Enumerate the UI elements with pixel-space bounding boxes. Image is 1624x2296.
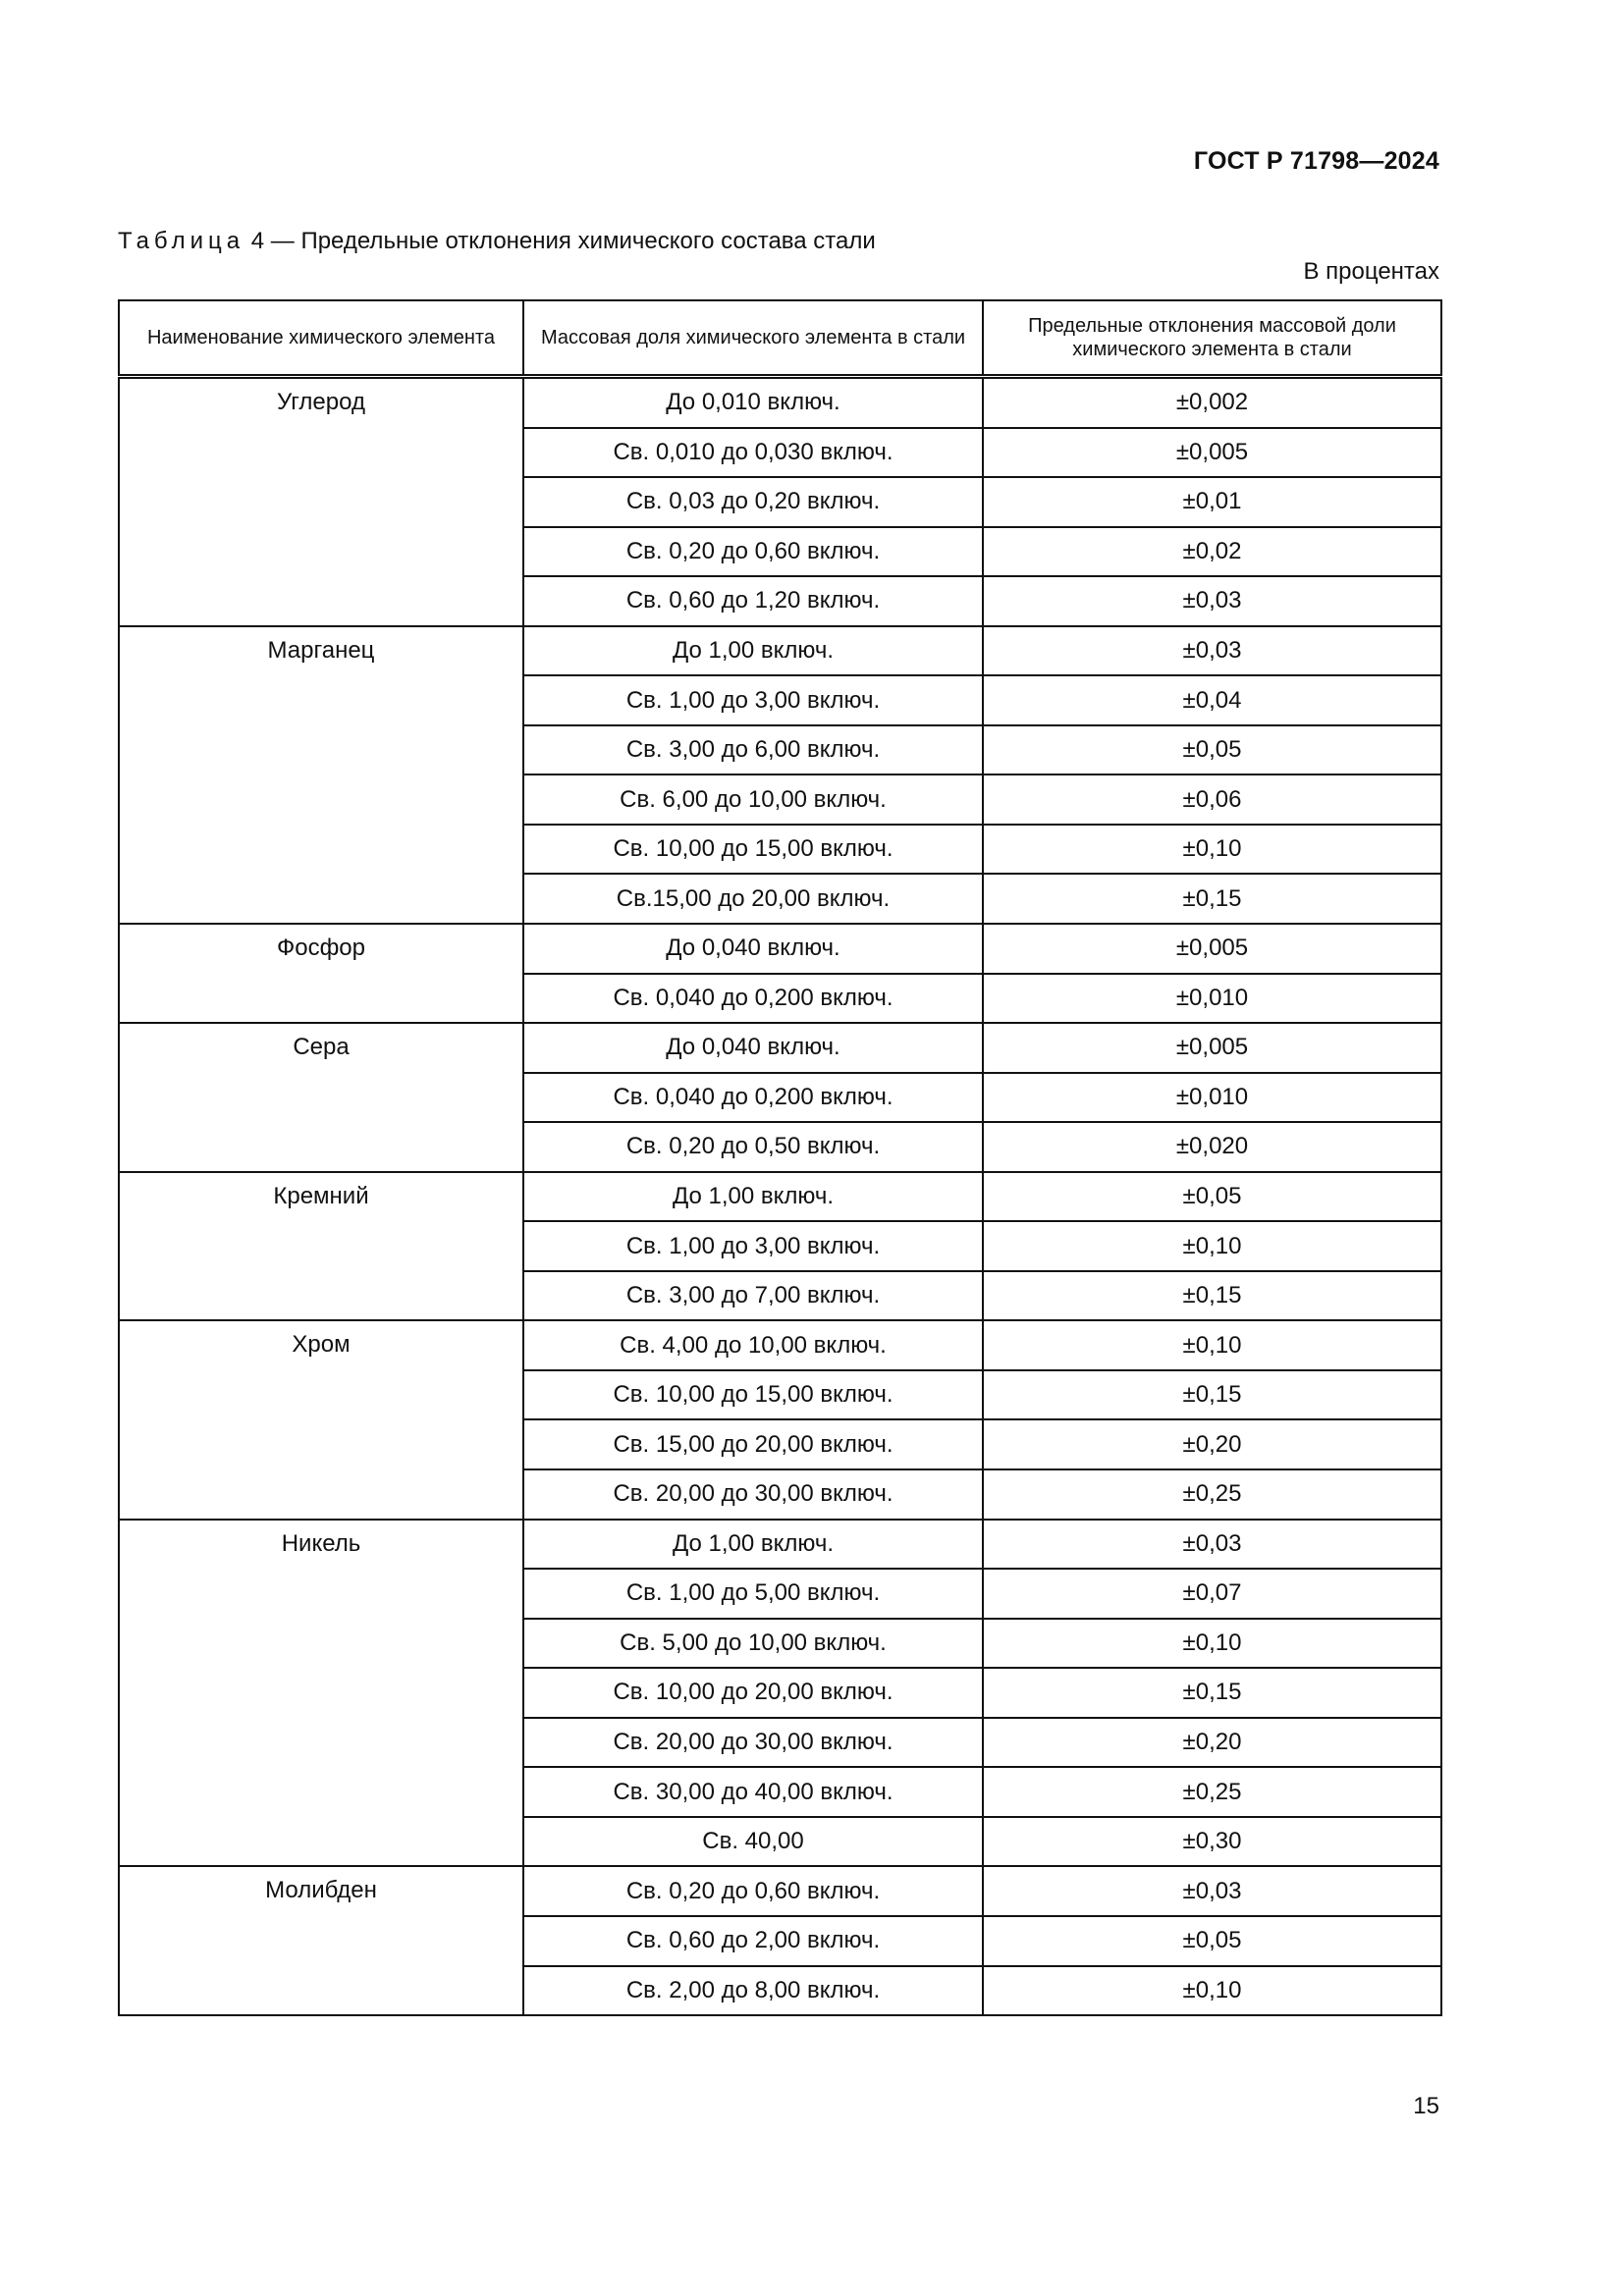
limit-deviation-cell: ±0,15 xyxy=(983,1370,1441,1420)
mass-fraction-cell: Св. 1,00 до 5,00 включ. xyxy=(523,1569,983,1619)
limit-deviation-cell: ±0,07 xyxy=(983,1569,1441,1619)
mass-fraction-cell: Св. 3,00 до 6,00 включ. xyxy=(523,725,983,775)
mass-fraction-cell: Св. 6,00 до 10,00 включ. xyxy=(523,774,983,825)
element-name-cell: Молибден xyxy=(119,1866,523,2015)
mass-fraction-cell: Св. 0,20 до 0,60 включ. xyxy=(523,1866,983,1916)
mass-fraction-cell: Св. 0,20 до 0,50 включ. xyxy=(523,1122,983,1172)
table-row xyxy=(119,377,1441,428)
mass-fraction-cell: Св. 30,00 до 40,00 включ. xyxy=(523,1767,983,1817)
mass-fraction-cell: Св. 0,60 до 1,20 включ. xyxy=(523,576,983,626)
limit-deviation-cell: ±0,20 xyxy=(983,1419,1441,1469)
units-note: В процентах xyxy=(1303,258,1439,285)
mass-fraction-cell: До 0,040 включ. xyxy=(523,1023,983,1073)
table-header xyxy=(119,300,1441,377)
mass-fraction-cell: Св. 0,03 до 0,20 включ. xyxy=(523,477,983,527)
table-row xyxy=(119,626,1441,676)
mass-fraction-cell: Св. 0,040 до 0,200 включ. xyxy=(523,974,983,1024)
table-row xyxy=(119,1172,1441,1222)
limit-deviation-cell: ±0,005 xyxy=(983,428,1441,478)
mass-fraction-cell: Св. 1,00 до 3,00 включ. xyxy=(523,1221,983,1271)
table-row xyxy=(119,924,1441,974)
limit-deviation-cell: ±0,25 xyxy=(983,1767,1441,1817)
limit-deviation-cell: ±0,005 xyxy=(983,924,1441,974)
limit-deviation-cell: ±0,30 xyxy=(983,1817,1441,1867)
mass-fraction-cell: Св. 2,00 до 8,00 включ. xyxy=(523,1966,983,2016)
mass-fraction-cell: Св. 4,00 до 10,00 включ. xyxy=(523,1320,983,1370)
limit-deviation-cell: ±0,05 xyxy=(983,1916,1441,1966)
mass-fraction-cell: Св. 10,00 до 20,00 включ. xyxy=(523,1668,983,1718)
limit-deviation-cell: ±0,02 xyxy=(983,527,1441,577)
mass-fraction-cell: Св. 15,00 до 20,00 включ. xyxy=(523,1419,983,1469)
limit-deviation-cell: ±0,10 xyxy=(983,825,1441,875)
limit-deviation-cell: ±0,06 xyxy=(983,774,1441,825)
limit-deviation-cell: ±0,04 xyxy=(983,675,1441,725)
element-name-cell: Кремний xyxy=(119,1172,523,1321)
page-number: 15 xyxy=(1413,2093,1439,2119)
header-element-name: Наименование химического элемента xyxy=(119,300,523,377)
limit-deviation-cell: ±0,15 xyxy=(983,874,1441,924)
limit-deviation-cell: ±0,15 xyxy=(983,1271,1441,1321)
table-body xyxy=(119,377,1441,2016)
table-row xyxy=(119,1866,1441,1916)
mass-fraction-cell: Св. 0,010 до 0,030 включ. xyxy=(523,428,983,478)
mass-fraction-cell: До 0,010 включ. xyxy=(523,377,983,428)
element-name-cell: Сера xyxy=(119,1023,523,1172)
mass-fraction-cell: Св. 40,00 xyxy=(523,1817,983,1867)
table-row xyxy=(119,1520,1441,1570)
element-name-cell: Углерод xyxy=(119,377,523,626)
limit-deviation-cell: ±0,002 xyxy=(983,377,1441,428)
limit-deviation-cell: ±0,20 xyxy=(983,1718,1441,1768)
limit-deviation-cell: ±0,10 xyxy=(983,1320,1441,1370)
limit-deviation-cell: ±0,03 xyxy=(983,1866,1441,1916)
mass-fraction-cell: Св. 1,00 до 3,00 включ. xyxy=(523,675,983,725)
limit-deviation-cell: ±0,10 xyxy=(983,1619,1441,1669)
table-row xyxy=(119,1320,1441,1370)
limit-deviation-cell: ±0,03 xyxy=(983,576,1441,626)
header-mass-fraction: Массовая доля химического элемента в стали xyxy=(523,300,983,377)
limit-deviation-cell: ±0,01 xyxy=(983,477,1441,527)
element-name-cell: Фосфор xyxy=(119,924,523,1023)
limit-deviation-cell: ±0,020 xyxy=(983,1122,1441,1172)
mass-fraction-cell: Св. 3,00 до 7,00 включ. xyxy=(523,1271,983,1321)
mass-fraction-cell: До 1,00 включ. xyxy=(523,1520,983,1570)
mass-fraction-cell: До 1,00 включ. xyxy=(523,1172,983,1222)
mass-fraction-cell: До 1,00 включ. xyxy=(523,626,983,676)
limit-deviation-cell: ±0,03 xyxy=(983,1520,1441,1570)
limit-deviation-cell: ±0,25 xyxy=(983,1469,1441,1520)
element-name-cell: Никель xyxy=(119,1520,523,1867)
table-header-row xyxy=(119,300,1441,377)
chemical-composition-deviation-table xyxy=(118,299,1442,2016)
mass-fraction-cell: Св. 0,20 до 0,60 включ. xyxy=(523,527,983,577)
table-caption-prefix: Таблица xyxy=(118,228,245,254)
limit-deviation-cell: ±0,05 xyxy=(983,725,1441,775)
limit-deviation-cell: ±0,010 xyxy=(983,974,1441,1024)
mass-fraction-cell: Св.15,00 до 20,00 включ. xyxy=(523,874,983,924)
mass-fraction-cell: Св. 20,00 до 30,00 включ. xyxy=(523,1469,983,1520)
document-code: ГОСТ Р 71798—2024 xyxy=(1193,147,1439,175)
header-limit-deviation: Предельные отклонения массовой доли химического элемента в стали xyxy=(983,300,1441,377)
table-row xyxy=(119,1023,1441,1073)
mass-fraction-cell: Св. 20,00 до 30,00 включ. xyxy=(523,1718,983,1768)
mass-fraction-cell: Св. 10,00 до 15,00 включ. xyxy=(523,825,983,875)
mass-fraction-cell: Св. 0,60 до 2,00 включ. xyxy=(523,1916,983,1966)
limit-deviation-cell: ±0,010 xyxy=(983,1073,1441,1123)
table-caption xyxy=(118,228,876,255)
mass-fraction-cell: Св. 5,00 до 10,00 включ. xyxy=(523,1619,983,1669)
mass-fraction-cell: Св. 0,040 до 0,200 включ. xyxy=(523,1073,983,1123)
mass-fraction-cell: До 0,040 включ. xyxy=(523,924,983,974)
limit-deviation-cell: ±0,005 xyxy=(983,1023,1441,1073)
element-name-cell: Марганец xyxy=(119,626,523,924)
limit-deviation-cell: ±0,03 xyxy=(983,626,1441,676)
mass-fraction-cell: Св. 10,00 до 15,00 включ. xyxy=(523,1370,983,1420)
table-caption-text: 4 — Предельные отклонения химического состава стали xyxy=(244,228,876,254)
limit-deviation-cell: ±0,05 xyxy=(983,1172,1441,1222)
element-name-cell: Хром xyxy=(119,1320,523,1519)
limit-deviation-cell: ±0,10 xyxy=(983,1966,1441,2016)
limit-deviation-cell: ±0,15 xyxy=(983,1668,1441,1718)
limit-deviation-cell: ±0,10 xyxy=(983,1221,1441,1271)
